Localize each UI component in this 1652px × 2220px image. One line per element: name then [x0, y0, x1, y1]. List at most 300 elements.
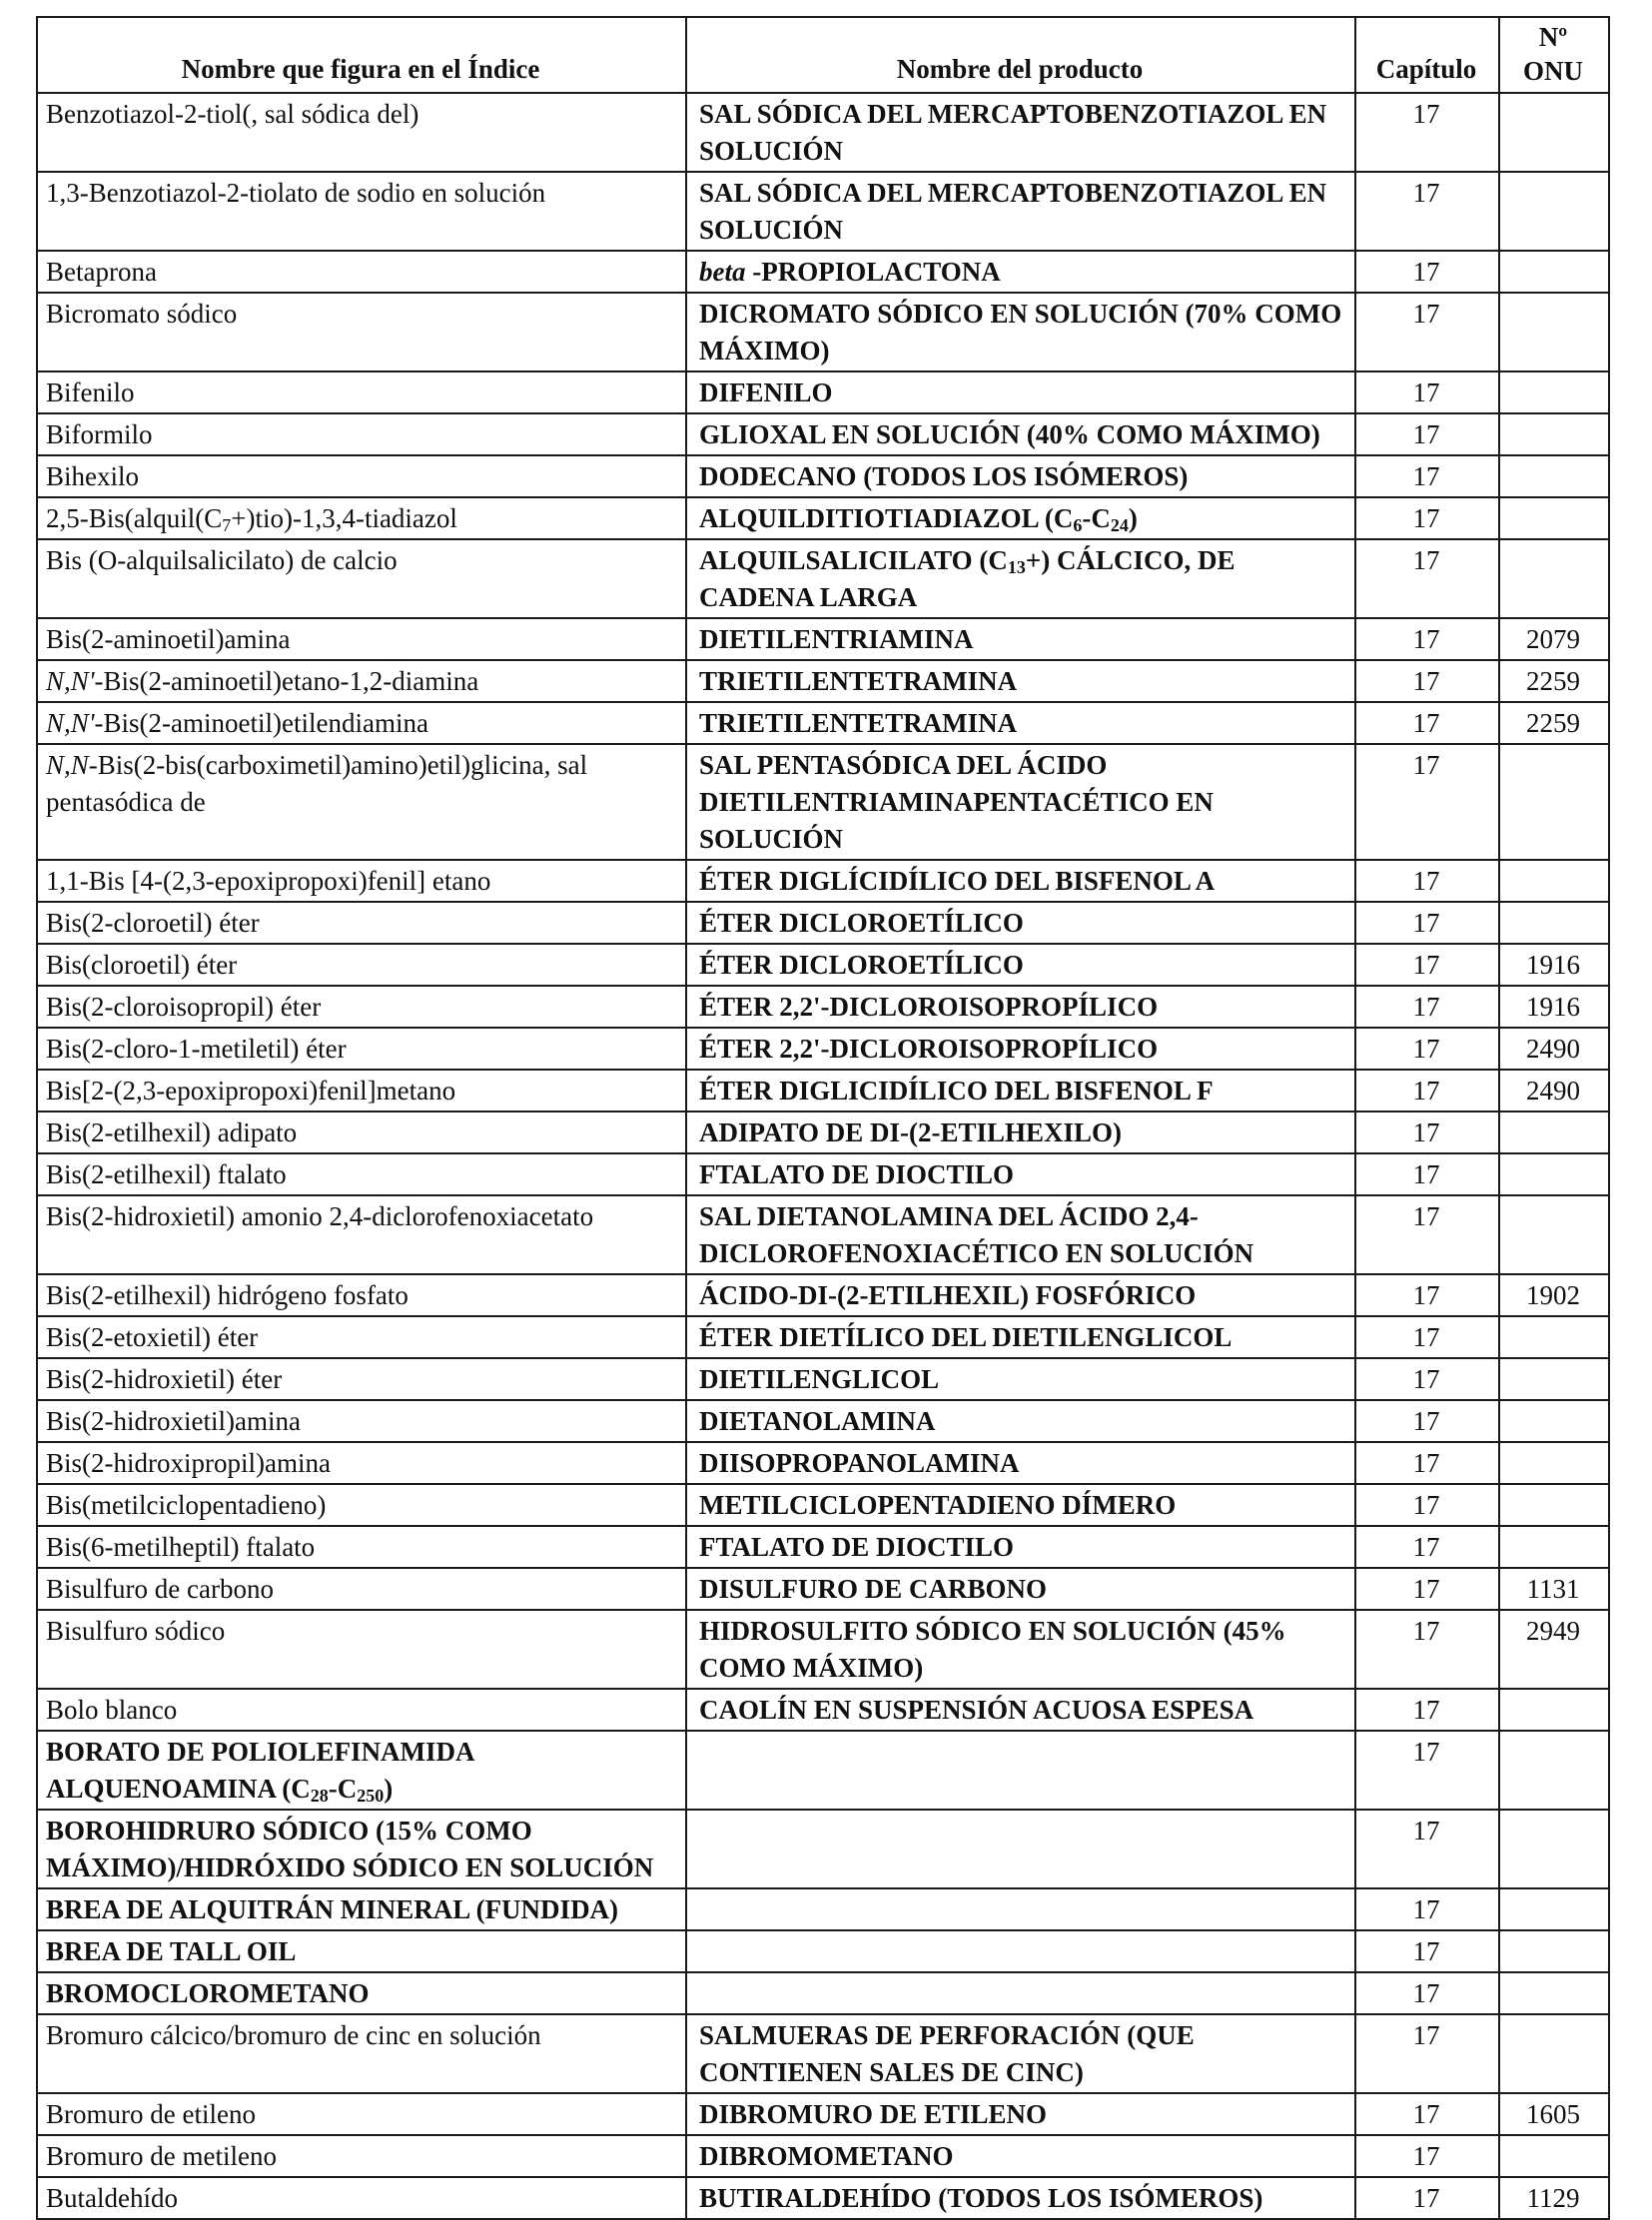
table-row: [37, 2177, 1609, 2219]
un-number-cell: [1499, 1888, 1609, 1930]
chapter-cell: 17: [1355, 172, 1499, 251]
index-name-text: +)tio)-1,3,4-tiadiazol: [231, 503, 457, 533]
table-row: [37, 1930, 1609, 1972]
table-row: [37, 1274, 1609, 1316]
index-name-cell: [37, 1810, 686, 1888]
table-row: [37, 1153, 1609, 1195]
chapter-cell: 17: [1355, 1810, 1499, 1888]
index-name-text: BORATO DE POLIOLEFINAMIDA ALQUENOAMINA (C: [46, 1737, 474, 1804]
index-table-page: [36, 16, 1608, 2220]
index-name-text: Bis(6-metilheptil) ftalato: [46, 1532, 316, 1562]
product-name-cell: [686, 497, 1355, 539]
chapter-cell: 17: [1355, 944, 1499, 986]
product-name-cell: [686, 1153, 1355, 1195]
product-name-text: -PROPIOLACTONA: [745, 257, 1001, 287]
table-row: [37, 1028, 1609, 1070]
index-name-cell: [37, 2093, 686, 2135]
index-name-cell: [37, 1526, 686, 1568]
un-number-cell: [1499, 744, 1609, 860]
chapter-cell: 17: [1355, 1028, 1499, 1070]
index-name-text: Bis(metilciclopentadieno): [46, 1490, 327, 1520]
product-name-cell: [686, 1195, 1355, 1274]
chapter-cell: 17: [1355, 455, 1499, 497]
product-name-cell: [686, 1689, 1355, 1731]
index-name-text: 1,3-Benzotiazol-2-tiolato de sodio en solución: [46, 178, 546, 208]
chapter-cell: 17: [1355, 413, 1499, 455]
product-name-text: DIFENILO: [699, 377, 833, 407]
index-name-cell: [37, 2014, 686, 2093]
un-number-cell: 1916: [1499, 944, 1609, 986]
table-row: [37, 1972, 1609, 2014]
chapter-cell: 17: [1355, 1358, 1499, 1400]
product-name-text: -C: [1082, 503, 1111, 533]
chapter-cell: 17: [1355, 497, 1499, 539]
index-name-text: Bromuro de etileno: [46, 2099, 256, 2129]
index-name-text: Bis(2-hidroxietil)amina: [46, 1406, 301, 1436]
chapter-cell: 17: [1355, 251, 1499, 293]
product-name-cell: [686, 660, 1355, 702]
un-number-cell: [1499, 860, 1609, 902]
product-name-text: DODECANO (TODOS LOS ISÓMEROS): [699, 461, 1189, 491]
index-name-cell: [37, 1111, 686, 1153]
un-number-cell: [1499, 93, 1609, 172]
table-row: [37, 2135, 1609, 2177]
index-name-text: Bis(2-etilhexil) ftalato: [46, 1159, 287, 1189]
un-number-cell: [1499, 1358, 1609, 1400]
chapter-cell: 17: [1355, 1442, 1499, 1484]
index-name-cell: [37, 1484, 686, 1526]
table-row: [37, 860, 1609, 902]
index-name-cell: [37, 1028, 686, 1070]
product-name-cell: [686, 1028, 1355, 1070]
un-number-cell: 2490: [1499, 1070, 1609, 1111]
table-row: [37, 986, 1609, 1028]
index-name-text: Bis(2-cloroetil) éter: [46, 908, 260, 938]
product-name-cell: [686, 1111, 1355, 1153]
product-name-cell: [686, 1972, 1355, 2014]
index-name-subscript: 250: [357, 1786, 385, 1806]
index-name-subscript: 7: [222, 515, 232, 535]
chapter-cell: 17: [1355, 1484, 1499, 1526]
chapter-cell: 17: [1355, 2135, 1499, 2177]
product-name-cell: [686, 93, 1355, 172]
un-number-cell: [1499, 371, 1609, 413]
index-name-text: Bis[2-(2,3-epoxipropoxi)fenil]metano: [46, 1076, 456, 1106]
index-name-text: -Bis(2-aminoetil)etano-1,2-diamina: [94, 666, 479, 696]
product-name-cell: [686, 1400, 1355, 1442]
product-name-text: DIISOPROPANOLAMINA: [699, 1448, 1020, 1478]
chapter-cell: 17: [1355, 618, 1499, 660]
table-row: [37, 539, 1609, 618]
product-name-cell: [686, 251, 1355, 293]
product-name-cell: [686, 1930, 1355, 1972]
un-number-cell: [1499, 1111, 1609, 1153]
chapter-cell: 17: [1355, 1111, 1499, 1153]
index-name-text: BOROHIDRURO SÓDICO (15% COMO MÁXIMO)/HIDRÓXIDO SÓDICO EN SOLUCIÓN: [46, 1816, 654, 1882]
product-name-cell: [686, 2135, 1355, 2177]
index-name-text: BREA DE TALL OIL: [46, 1936, 297, 1966]
chapter-cell: 17: [1355, 1888, 1499, 1930]
product-name-cell: [686, 539, 1355, 618]
index-name-text: -C: [328, 1774, 358, 1804]
un-number-cell: [1499, 539, 1609, 618]
table-row: [37, 1070, 1609, 1111]
product-name-text: +) CÁLCICO, DE CADENA LARGA: [699, 545, 1236, 612]
un-number-cell: 1916: [1499, 986, 1609, 1028]
product-name-text: ALQUILSALICILATO (C: [699, 545, 1008, 575]
index-name-text: Bolo blanco: [46, 1695, 178, 1725]
index-name-cell: [37, 497, 686, 539]
chapter-cell: 17: [1355, 1610, 1499, 1689]
product-name-text: BUTIRALDEHÍDO (TODOS LOS ISÓMEROS): [699, 2183, 1263, 2213]
index-name-cell: [37, 1070, 686, 1111]
table-row: [37, 1731, 1609, 1810]
product-name-text: ÉTER 2,2'-DICLOROISOPROPÍLICO: [699, 1034, 1159, 1064]
index-name-cell: [37, 172, 686, 251]
index-name-cell: [37, 293, 686, 371]
index-name-cell: [37, 1689, 686, 1731]
chapter-cell: 17: [1355, 1930, 1499, 1972]
chapter-cell: 17: [1355, 1526, 1499, 1568]
index-name-cell: [37, 413, 686, 455]
table-row: [37, 1689, 1609, 1731]
index-name-text: Bis(cloroetil) éter: [46, 950, 238, 980]
table-row: [37, 702, 1609, 744]
table-row: [37, 1888, 1609, 1930]
product-name-cell: [686, 744, 1355, 860]
product-name-text: CAOLÍN EN SUSPENSIÓN ACUOSA ESPESA: [699, 1695, 1254, 1725]
product-name-text: DIBROMURO DE ETILENO: [699, 2099, 1048, 2129]
table-row: [37, 744, 1609, 860]
chapter-cell: 17: [1355, 744, 1499, 860]
un-number-cell: [1499, 1526, 1609, 1568]
product-name-text: ÁCIDO-DI-(2-ETILHEXIL) FOSFÓRICO: [699, 1280, 1197, 1310]
index-name-text: Bis(2-cloroisopropil) éter: [46, 992, 322, 1022]
index-name-text: Bifenilo: [46, 377, 135, 407]
product-name-text: ADIPATO DE DI-(2-ETILHEXILO): [699, 1117, 1123, 1147]
un-number-cell: [1499, 1689, 1609, 1731]
index-name-text: -Bis(2-bis(carboximetil)amino)etil)glicina, sal pentasódica de: [46, 750, 588, 817]
index-name-cell: [37, 702, 686, 744]
product-name-cell: [686, 293, 1355, 371]
index-name-text: 1,1-Bis [4-(2,3-epoxipropoxi)fenil] etano: [46, 866, 491, 896]
table-row: [37, 413, 1609, 455]
un-number-cell: 2079: [1499, 618, 1609, 660]
table-row: [37, 1526, 1609, 1568]
index-name-italic: N,N: [46, 750, 89, 780]
product-name-cell: [686, 860, 1355, 902]
product-name-text: DIETANOLAMINA: [699, 1406, 936, 1436]
header-index-name: Nombre que figura en el Índice: [37, 17, 686, 93]
product-name-text: ÉTER 2,2'-DICLOROISOPROPÍLICO: [699, 992, 1159, 1022]
un-number-cell: 1131: [1499, 1568, 1609, 1610]
table-row: [37, 1195, 1609, 1274]
product-name-text: TRIETILENTETRAMINA: [699, 708, 1018, 738]
product-name-cell: [686, 1484, 1355, 1526]
un-number-cell: [1499, 251, 1609, 293]
chapter-cell: 17: [1355, 1195, 1499, 1274]
table-row: [37, 1400, 1609, 1442]
table-row: [37, 371, 1609, 413]
index-name-cell: [37, 251, 686, 293]
product-name-cell: [686, 2093, 1355, 2135]
chapter-cell: 17: [1355, 1153, 1499, 1195]
index-name-cell: [37, 1930, 686, 1972]
un-number-cell: 2490: [1499, 1028, 1609, 1070]
un-number-cell: [1499, 1153, 1609, 1195]
chemical-index-table: [36, 16, 1610, 2220]
chapter-cell: 17: [1355, 1731, 1499, 1810]
index-name-text: Bis(2-etilhexil) adipato: [46, 1117, 298, 1147]
un-number-cell: 2259: [1499, 702, 1609, 744]
table-row: [37, 293, 1609, 371]
chapter-cell: 17: [1355, 1316, 1499, 1358]
index-name-subscript: 28: [310, 1786, 329, 1806]
un-number-cell: [1499, 455, 1609, 497]
index-name-text: Bis(2-hidroxietil) éter: [46, 1364, 283, 1394]
header-un-number-line2: ONU: [1523, 56, 1583, 86]
header-un-number-line1: Nº: [1538, 22, 1568, 52]
table-row: [37, 902, 1609, 944]
un-number-cell: 2949: [1499, 1610, 1609, 1689]
table-row: [37, 1442, 1609, 1484]
product-name-text: GLIOXAL EN SOLUCIÓN (40% COMO MÁXIMO): [699, 419, 1320, 449]
chapter-cell: 17: [1355, 2177, 1499, 2219]
un-number-cell: 1902: [1499, 1274, 1609, 1316]
product-name-subscript: 6: [1073, 515, 1083, 535]
table-row: [37, 497, 1609, 539]
chapter-cell: 17: [1355, 2093, 1499, 2135]
un-number-cell: [1499, 1484, 1609, 1526]
index-name-cell: [37, 660, 686, 702]
index-name-cell: [37, 455, 686, 497]
product-name-text: TRIETILENTETRAMINA: [699, 666, 1018, 696]
un-number-cell: [1499, 1731, 1609, 1810]
chapter-cell: 17: [1355, 702, 1499, 744]
un-number-cell: [1499, 1930, 1609, 1972]
header-product-name: Nombre del producto: [686, 17, 1355, 93]
index-name-cell: [37, 371, 686, 413]
product-name-text: ): [1128, 503, 1138, 533]
product-name-cell: [686, 944, 1355, 986]
product-name-cell: [686, 2177, 1355, 2219]
index-name-cell: [37, 2135, 686, 2177]
un-number-cell: [1499, 293, 1609, 371]
index-name-italic: N,N': [46, 666, 95, 696]
table-row: [37, 1610, 1609, 1689]
un-number-cell: [1499, 2014, 1609, 2093]
index-name-cell: [37, 93, 686, 172]
index-name-cell: [37, 1358, 686, 1400]
product-name-text: FTALATO DE DIOCTILO: [699, 1159, 1015, 1189]
un-number-cell: [1499, 1195, 1609, 1274]
index-name-cell: [37, 986, 686, 1028]
index-name-cell: [37, 1274, 686, 1316]
table-row: [37, 1111, 1609, 1153]
product-name-text: ÉTER DIGLICIDÍLICO DEL BISFENOL F: [699, 1076, 1214, 1106]
product-name-cell: [686, 1810, 1355, 1888]
index-name-cell: [37, 1195, 686, 1274]
chapter-cell: 17: [1355, 93, 1499, 172]
product-name-cell: [686, 1526, 1355, 1568]
index-name-text: Bicromato sódico: [46, 299, 238, 329]
product-name-text: SAL PENTASÓDICA DEL ÁCIDO DIETILENTRIAMINAPENTACÉTICO EN SOLUCIÓN: [699, 750, 1214, 854]
un-number-cell: [1499, 1810, 1609, 1888]
un-number-cell: [1499, 413, 1609, 455]
index-name-cell: [37, 1316, 686, 1358]
un-number-cell: [1499, 902, 1609, 944]
header-chapter: Capítulo: [1355, 17, 1499, 93]
index-name-cell: [37, 1568, 686, 1610]
un-number-cell: 2259: [1499, 660, 1609, 702]
product-name-subscript: 13: [1007, 557, 1026, 577]
product-name-cell: [686, 902, 1355, 944]
index-name-cell: [37, 860, 686, 902]
table-row: [37, 2093, 1609, 2135]
index-name-text: Butaldehído: [46, 2183, 178, 2213]
index-name-cell: [37, 1400, 686, 1442]
product-name-cell: [686, 455, 1355, 497]
chapter-cell: 17: [1355, 1689, 1499, 1731]
table-row: [37, 1316, 1609, 1358]
index-name-text: 2,5-Bis(alquil(C: [46, 503, 223, 533]
index-name-text: Bis(2-hidroxietil) amonio 2,4-diclorofenoxiacetato: [46, 1201, 594, 1231]
chapter-cell: 17: [1355, 539, 1499, 618]
table-row: [37, 1358, 1609, 1400]
table-row: [37, 1810, 1609, 1888]
product-name-cell: [686, 1888, 1355, 1930]
product-name-cell: [686, 618, 1355, 660]
product-name-text: SALMUERAS DE PERFORACIÓN (QUE CONTIENEN SALES DE CINC): [699, 2020, 1195, 2087]
product-name-cell: [686, 1070, 1355, 1111]
chapter-cell: 17: [1355, 860, 1499, 902]
product-name-cell: [686, 1442, 1355, 1484]
un-number-cell: [1499, 497, 1609, 539]
product-name-italic: beta: [699, 257, 746, 287]
table-row: [37, 455, 1609, 497]
index-name-text: Bromuro cálcico/bromuro de cinc en solución: [46, 2020, 541, 2050]
un-number-cell: [1499, 172, 1609, 251]
index-name-text: Bisulfuro de carbono: [46, 1574, 274, 1604]
index-name-text: BROMOCLOROMETANO: [46, 1978, 370, 2008]
chapter-cell: 17: [1355, 2014, 1499, 2093]
index-name-cell: [37, 618, 686, 660]
product-name-text: ÉTER DICLOROETÍLICO: [699, 950, 1024, 980]
product-name-text: METILCICLOPENTADIENO DÍMERO: [699, 1490, 1177, 1520]
product-name-cell: [686, 986, 1355, 1028]
product-name-cell: [686, 1610, 1355, 1689]
index-name-text: Bihexilo: [46, 461, 139, 491]
product-name-text: ALQUILDITIOTIADIAZOL (C: [699, 503, 1074, 533]
product-name-cell: [686, 1358, 1355, 1400]
product-name-cell: [686, 413, 1355, 455]
index-name-text: ): [384, 1774, 394, 1804]
index-name-text: Bis(2-etoxietil) éter: [46, 1322, 259, 1352]
product-name-cell: [686, 1568, 1355, 1610]
chapter-cell: 17: [1355, 293, 1499, 371]
product-name-text: DIETILENGLICOL: [699, 1364, 940, 1394]
table-row: [37, 2014, 1609, 2093]
table-header-row: [37, 17, 1609, 93]
index-name-cell: [37, 1610, 686, 1689]
product-name-text: ÉTER DIGLÍCIDÍLICO DEL BISFENOL A: [699, 866, 1216, 896]
un-number-cell: 1129: [1499, 2177, 1609, 2219]
product-name-text: DIBROMOMETANO: [699, 2141, 954, 2171]
product-name-cell: [686, 1316, 1355, 1358]
index-name-cell: [37, 1153, 686, 1195]
un-number-cell: 1605: [1499, 2093, 1609, 2135]
product-name-cell: [686, 1274, 1355, 1316]
chapter-cell: 17: [1355, 660, 1499, 702]
index-name-text: Bisulfuro sódico: [46, 1616, 226, 1646]
un-number-cell: [1499, 1972, 1609, 2014]
index-name-cell: [37, 539, 686, 618]
product-name-text: DISULFURO DE CARBONO: [699, 1574, 1048, 1604]
product-name-text: SAL SÓDICA DEL MERCAPTOBENZOTIAZOL EN SOLUCIÓN: [699, 99, 1327, 166]
index-name-cell: [37, 1888, 686, 1930]
table-row: [37, 618, 1609, 660]
product-name-cell: [686, 1731, 1355, 1810]
chapter-cell: 17: [1355, 1400, 1499, 1442]
table-row: [37, 172, 1609, 251]
index-name-text: Betaprona: [46, 257, 157, 287]
index-name-cell: [37, 1972, 686, 2014]
index-name-text: Benzotiazol-2-tiol(, sal sódica del): [46, 99, 419, 129]
product-name-text: HIDROSULFITO SÓDICO EN SOLUCIÓN (45% COMO MÁXIMO): [699, 1616, 1286, 1683]
un-number-cell: [1499, 1316, 1609, 1358]
index-name-cell: [37, 902, 686, 944]
product-name-text: FTALATO DE DIOCTILO: [699, 1532, 1015, 1562]
product-name-cell: [686, 172, 1355, 251]
chapter-cell: 17: [1355, 902, 1499, 944]
index-name-cell: [37, 1731, 686, 1810]
un-number-cell: [1499, 2135, 1609, 2177]
table-row: [37, 93, 1609, 172]
index-name-cell: [37, 2177, 686, 2219]
product-name-cell: [686, 2014, 1355, 2093]
chapter-cell: 17: [1355, 986, 1499, 1028]
index-name-cell: [37, 744, 686, 860]
product-name-cell: [686, 702, 1355, 744]
product-name-cell: [686, 371, 1355, 413]
table-row: [37, 1484, 1609, 1526]
table-body: [37, 93, 1609, 2219]
product-name-text: ÉTER DICLOROETÍLICO: [699, 908, 1024, 938]
un-number-cell: [1499, 1400, 1609, 1442]
product-name-text: ÉTER DIETÍLICO DEL DIETILENGLICOL: [699, 1322, 1233, 1352]
chapter-cell: 17: [1355, 1274, 1499, 1316]
product-name-text: SAL SÓDICA DEL MERCAPTOBENZOTIAZOL EN SOLUCIÓN: [699, 178, 1327, 245]
un-number-cell: [1499, 1442, 1609, 1484]
index-name-text: Bromuro de metileno: [46, 2141, 277, 2171]
index-name-italic: N,N': [46, 708, 95, 738]
product-name-text: SAL DIETANOLAMINA DEL ÁCIDO 2,4-DICLOROFENOXIACÉTICO EN SOLUCIÓN: [699, 1201, 1254, 1268]
product-name-subscript: 24: [1110, 515, 1129, 535]
index-name-text: -Bis(2-aminoetil)etilendiamina: [94, 708, 428, 738]
chapter-cell: 17: [1355, 371, 1499, 413]
index-name-text: Bis (O-alquilsalicilato) de calcio: [46, 545, 398, 575]
index-name-text: Bis(2-hidroxipropil)amina: [46, 1448, 331, 1478]
index-name-cell: [37, 944, 686, 986]
index-name-text: Biformilo: [46, 419, 153, 449]
table-row: [37, 251, 1609, 293]
index-name-text: BREA DE ALQUITRÁN MINERAL (FUNDIDA): [46, 1894, 619, 1924]
table-row: [37, 944, 1609, 986]
product-name-text: DIETILENTRIAMINA: [699, 624, 974, 654]
chapter-cell: 17: [1355, 1972, 1499, 2014]
table-row: [37, 1568, 1609, 1610]
index-name-text: Bis(2-aminoetil)amina: [46, 624, 291, 654]
